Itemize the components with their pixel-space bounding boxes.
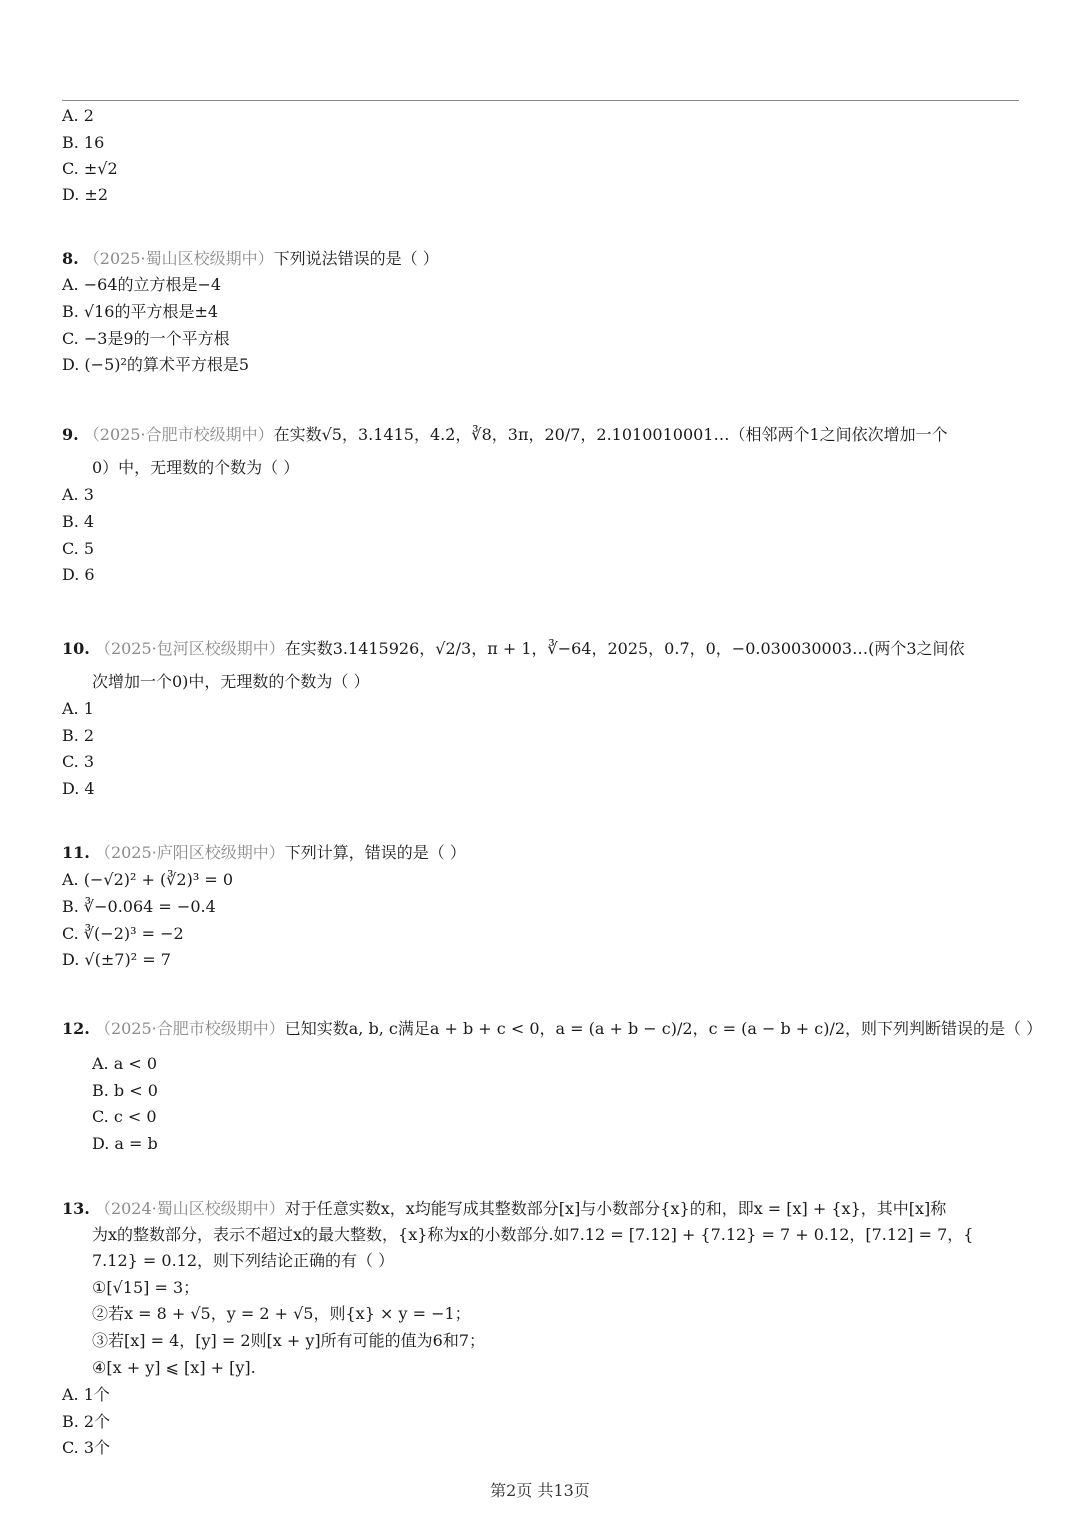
q13-source: （2024·蜀山区校级期中） (94, 1199, 285, 1218)
q12-number: 12. (62, 1019, 90, 1038)
q12-option-c: C. c < 0 (92, 1107, 157, 1126)
q8-option-d: D. (−5)²的算术平方根是5 (62, 355, 250, 374)
q13-stem (62, 1198, 946, 1220)
q12-stem (62, 1018, 1042, 1040)
q10-option-a: A. 1 (62, 699, 94, 718)
q12-source: （2025·合肥市校级期中） (94, 1019, 285, 1038)
q13-number: 13. (62, 1199, 90, 1218)
q9-source: （2025·合肥市校级期中） (83, 425, 274, 444)
q9-number: 9. (62, 425, 79, 444)
q11-stem-text: 下列计算，错误的是（ ） (284, 843, 466, 862)
q11-option-b: B. ∛−0.064 = −0.4 (62, 897, 216, 916)
q10-option-b: B. 2 (62, 726, 95, 745)
q12-option-a: A. a < 0 (92, 1054, 158, 1073)
q10-stem (62, 638, 965, 660)
q12-stem-text: 已知实数a, b, c满足a + b + c < 0，a = (a + b − c)/2，c = (a − b + c)/2，则下列判断错误的是（ ） (284, 1019, 1043, 1038)
q9-stem (62, 424, 948, 446)
q10-source: （2025·包河区校级期中） (94, 639, 285, 658)
q13-statement-3: ③若[x] = 4，[y] = 2则[x + y]所有可能的值为6和7； (92, 1331, 486, 1350)
q11-number: 11. (62, 843, 90, 862)
q11-source: （2025·庐阳区校级期中） (94, 843, 285, 862)
q8-number: 8. (62, 249, 79, 268)
q9-option-a: A. 3 (62, 485, 94, 504)
q10-stem-line2: 次增加一个0)中，无理数的个数为（ ） (92, 672, 370, 691)
q7-option-c: C. ±√2 (62, 159, 118, 178)
q11-option-a: A. (−√2)² + (∛2)³ = 0 (62, 870, 234, 889)
q8-stem-text: 下列说法错误的是（ ） (273, 249, 439, 268)
q13-option-b: B. 2个 (62, 1412, 111, 1431)
q8-option-a: A. −64的立方根是−4 (62, 275, 222, 294)
q7-option-d: D. ±2 (62, 185, 109, 204)
q13-option-a: A. 1个 (62, 1385, 110, 1404)
q7-option-b: B. 16 (62, 133, 105, 152)
q11-option-c: C. ∛(−2)³ = −2 (62, 924, 184, 943)
q12-option-b: B. b < 0 (92, 1081, 158, 1100)
q8-option-b: B. √16的平方根是±4 (62, 302, 219, 321)
q9-option-c: C. 5 (62, 539, 95, 558)
q9-option-b: B. 4 (62, 512, 95, 531)
q11-option-d: D. √(±7)² = 7 (62, 950, 171, 969)
q10-option-d: D. 4 (62, 779, 95, 798)
q9-option-d: D. 6 (62, 565, 95, 584)
q10-stem-text: 在实数3.1415926，√2/3，π + 1，∛−64，2025，0.7̇，0，−0.030030003…(两个3之间依 (284, 639, 965, 658)
q9-stem-line2: 0）中，无理数的个数为（ ） (92, 458, 300, 477)
page-footer: 第2页 共13页 (490, 1481, 590, 1500)
q7-option-a: A. 2 (62, 106, 94, 125)
q13-statement-1: ①[√15] = 3； (92, 1278, 200, 1297)
q13-stem-line2: 为x的整数部分，表示不超过x的最大整数，{x}称为x的小数部分.如7.12 = [7.12] + {7.12} = 7 + 0.12，[7.12] = 7，{ (92, 1225, 974, 1244)
q8-option-c: C. −3是9的一个平方根 (62, 329, 230, 348)
q10-option-c: C. 3 (62, 752, 95, 771)
q13-statement-2: ②若x = 8 + √5，y = 2 + √5，则{x} × y = −1； (92, 1304, 471, 1323)
q9-stem-text: 在实数√5，3.1415，4.2̇，∛8，3π，20/7，2.1010010001…（相邻两个1之间依次增加一个 (273, 425, 948, 444)
q13-stem-line3: 7.12} = 0.12，则下列结论正确的有（ ） (92, 1251, 395, 1270)
q10-number: 10. (62, 639, 90, 658)
q13-statement-4: ④[x + y] ⩽ [x] + [y]. (92, 1358, 256, 1377)
q13-option-c: C. 3个 (62, 1438, 111, 1457)
q12-option-d: D. a = b (92, 1134, 158, 1153)
q8-stem (62, 248, 439, 270)
q11-stem (62, 842, 466, 864)
header-rule (62, 100, 1019, 101)
q13-stem-text: 对于任意实数x，x均能写成其整数部分[x]与小数部分{x}的和，即x = [x] + {x}，其中[x]称 (284, 1199, 947, 1218)
q8-source: （2025·蜀山区校级期中） (83, 249, 274, 268)
